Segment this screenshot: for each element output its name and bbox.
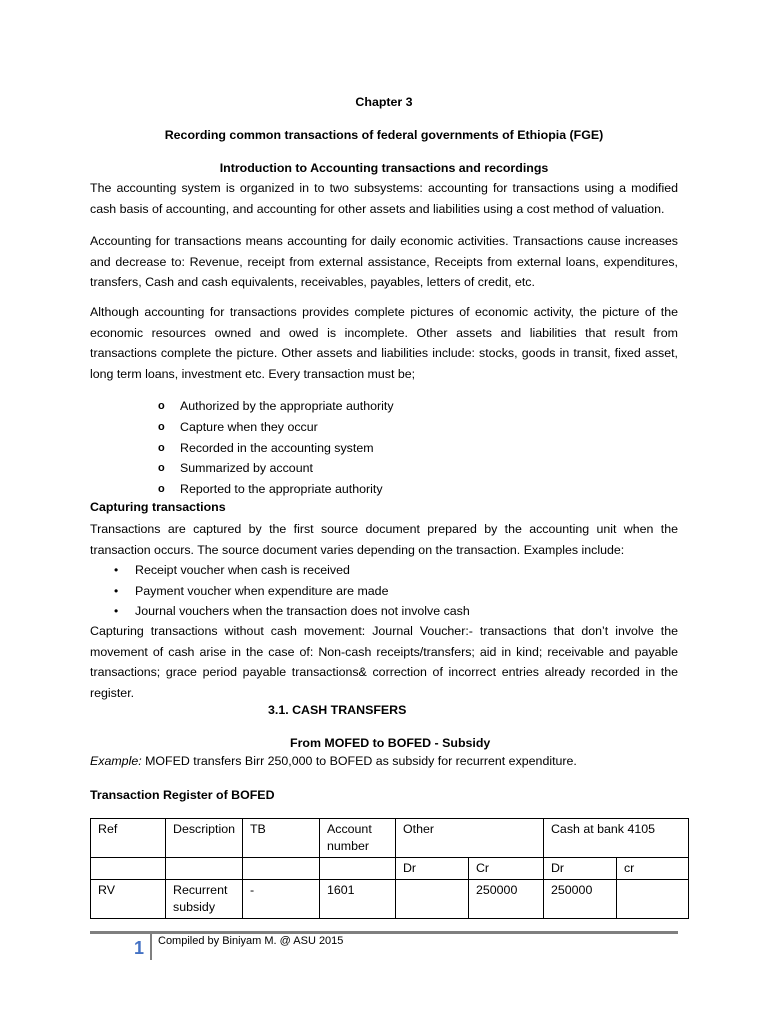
list-item: • Journal vouchers when the transaction does not involve cash: [112, 601, 470, 622]
cell-cash-cr: [616, 880, 688, 919]
table-cell: [166, 858, 243, 880]
list-item: o Authorized by the appropriate authority: [158, 396, 394, 417]
paragraph-5: Capturing transactions without cash movement: Journal Voucher:- transactions that don’t involve the movement of cash arise in the case of: Non-cash receipts/transfers; aid in kind; receivable and payable transactions; grace period payable transactions& correction of incorrect entries already recorded in the register.: [90, 624, 678, 700]
paragraph-4: Transactions are captured by the first source document prepared by the accounting unit when the transaction occurs. The source document varies depending on the transaction. Examples include:: [90, 522, 678, 557]
example-label: Example:: [90, 754, 142, 768]
paragraph-2: Accounting for transactions means accounting for daily economic activities. Transactions cause increases and decrease to: Revenue, receipt from external assistance, Receipts from external loans, expenditures, transfers, Cash and cash equivalents, receivables, payables, letters of credit, etc.: [90, 234, 678, 289]
table-cell: [319, 858, 395, 880]
header-description: Description: [166, 819, 243, 858]
list-item: • Payment voucher when expenditure are made: [112, 581, 470, 602]
cell-cash-dr: 250000: [543, 880, 616, 919]
header-other-dr: Dr: [395, 858, 468, 880]
footer-rule: [90, 931, 678, 934]
example-line: [90, 751, 577, 772]
sub-heading: From MOFED to BOFED - Subsidy: [290, 736, 491, 750]
cell-other-cr: 250000: [468, 880, 543, 919]
header-cash-cr: cr: [616, 858, 688, 880]
bullet-icon: o: [158, 462, 165, 475]
requirements-list: [158, 396, 394, 500]
chapter-title: Recording common transactions of federal governments of Ethiopia (FGE): [164, 128, 604, 142]
header-other: Other: [395, 819, 543, 858]
cell-description: Recurrent subsidy: [166, 880, 243, 919]
example-text: MOFED transfers Birr 250,000 to BOFED as subsidy for recurrent expenditure.: [141, 754, 577, 768]
capturing-heading: Capturing transactions: [90, 500, 226, 514]
header-other-cr: Cr: [468, 858, 543, 880]
cell-tb: -: [242, 880, 319, 919]
bullet-icon: o: [158, 483, 165, 496]
bullet-icon: •: [114, 604, 119, 618]
header-cash-dr: Dr: [543, 858, 616, 880]
list-item: o Capture when they occur: [158, 417, 394, 438]
register-heading: Transaction Register of BOFED: [90, 788, 275, 802]
list-item: o Recorded in the accounting system: [158, 438, 394, 459]
table-header-row: [91, 819, 689, 858]
voucher-list: [112, 560, 470, 622]
footer-divider: [150, 934, 152, 960]
bullet-icon: •: [114, 563, 119, 577]
bullet-icon: •: [114, 583, 119, 598]
bullet-icon: o: [158, 441, 165, 454]
header-account-number: Account number: [319, 819, 395, 858]
footer-credit: Compiled by Biniyam M. @ ASU 2015: [158, 935, 344, 947]
header-tb: TB: [242, 819, 319, 858]
bullet-icon: o: [158, 400, 165, 412]
header-cash-at-bank: Cash at bank 4105: [543, 819, 688, 858]
table-cell: [91, 858, 166, 880]
table-subheader-row: [91, 858, 689, 880]
list-item: o Summarized by account: [158, 458, 394, 479]
list-item: o Reported to the appropriate authority: [158, 479, 394, 500]
table-row: [91, 880, 689, 919]
cell-account-number: 1601: [319, 880, 395, 919]
bullet-icon: o: [158, 420, 165, 433]
cell-other-dr: [395, 880, 468, 919]
chapter-label: Chapter 3: [355, 95, 413, 109]
paragraph-3: Although accounting for transactions provides complete pictures of economic activity, the picture of the economic resources owned and owed is incomplete. Other assets and liabilities that result from transactions complete the picture. Other assets and liabilities include: stocks, goods in transit, fixed asset, long term loans, investment etc. Every transaction must be;: [90, 305, 678, 381]
intro-heading: Introduction to Accounting transactions and recordings: [219, 161, 549, 175]
table-cell: [242, 858, 319, 880]
cell-ref: RV: [91, 880, 166, 919]
page-number: 1: [134, 938, 145, 958]
header-ref: Ref: [91, 819, 166, 858]
paragraph-1: The accounting system is organized in to two subsystems: accounting for transactions using a modified cash basis of accounting, and accounting for other assets and liabilities using a cost method of valuation.: [90, 181, 678, 216]
transaction-register-table: [90, 818, 689, 919]
section-heading: 3.1. CASH TRANSFERS: [268, 703, 407, 717]
list-item: • Receipt voucher when cash is received: [112, 560, 470, 581]
